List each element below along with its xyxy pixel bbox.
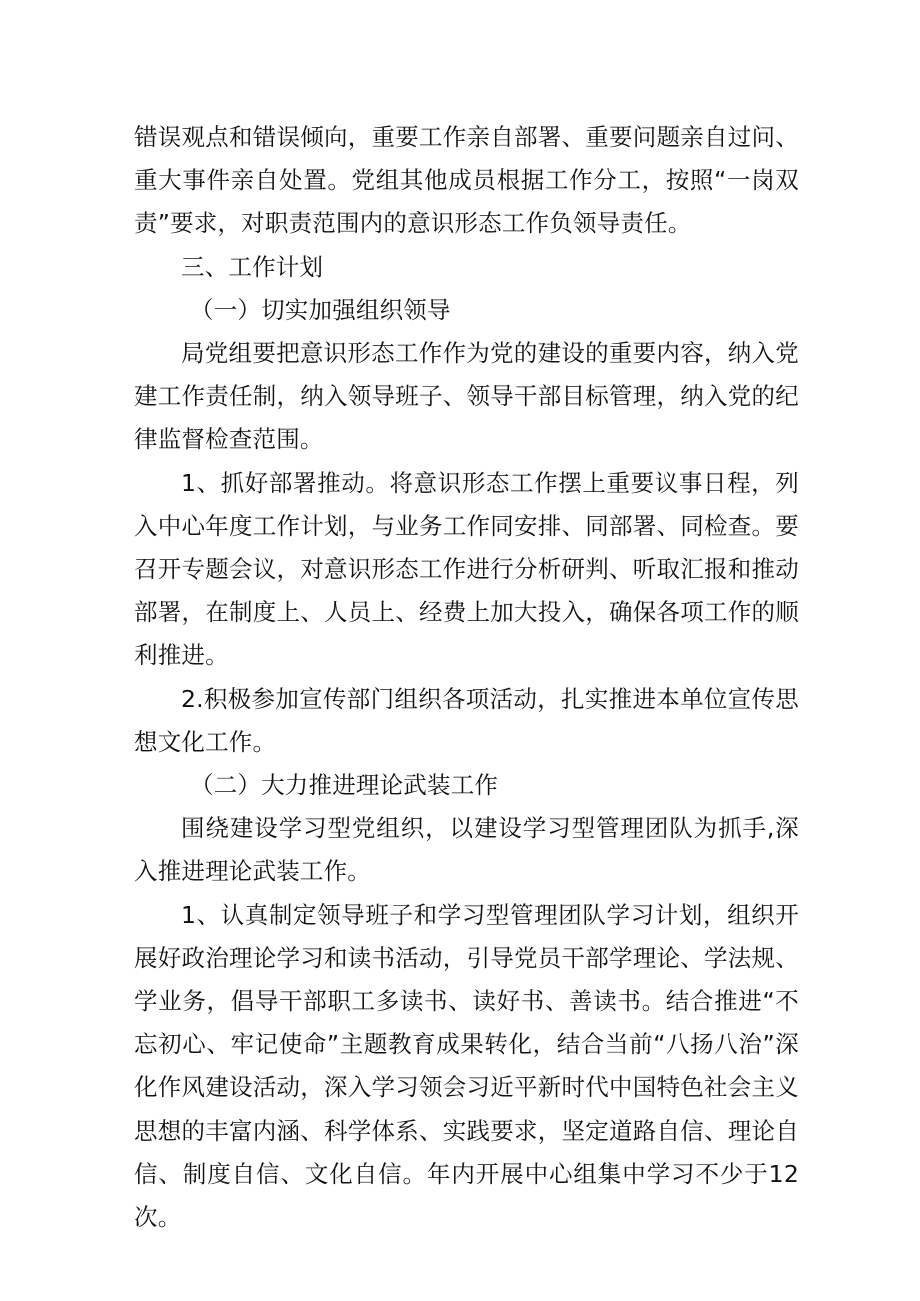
- paragraph-deployment: 1、抓好部署推动。将意识形态工作摆上重要议事日程，列入中心年度工作计划，与业务工作同安排、同部署、同检查。要召开专题会议，对意识形态工作进行分析研判、听取汇报和推动部署，在制度上、人员上、经费上加大投入，确保各项工作的顺利推进。: [134, 468, 799, 670]
- document-body: [134, 116, 799, 1239]
- paragraph-party-group: 局党组要把意识形态工作作为党的建设的重要内容，纳入党建工作责任制，纳入领导班子、领导干部目标管理，纳入党的纪律监督检查范围。: [134, 339, 799, 454]
- section-heading-work-plan: 三、工作计划: [181, 252, 324, 281]
- subheading-organization-leadership: （一）切实加强组织领导: [190, 295, 451, 324]
- paragraph-publicity-activities: 2.积极参加宣传部门组织各项活动，扎实推进本单位宣传思想文化工作。: [134, 684, 799, 756]
- subheading-theory-arming: （二）大力推进理论武装工作: [190, 771, 499, 800]
- paragraph-learning-organization: 围绕建设学习型党组织，以建设学习型管理团队为抓手,深入推进理论武装工作。: [134, 814, 799, 886]
- paragraph-continuation: 错误观点和错误倾向，重要工作亲自部署、重要问题亲自过问、重大事件亲自处置。党组其他成员根据工作分工，按照“一岗双责”要求，对职责范围内的意识形态工作负领导责任。: [134, 123, 799, 238]
- paragraph-study-plan: 1、认真制定领导班子和学习型管理团队学习计划，组织开展好政治理论学习和读书活动，引导党员干部学理论、学法规、学业务，倡导干部职工多读书、读好书、善读书。结合推进“不忘初心、牢记使命”主题教育成果转化，结合当前“八扬八治”深化作风建设活动，深入学习领会习近平新时代中国特色社会主义思想的丰富内涵、科学体系、实践要求，坚定道路自信、理论自信、制度自信、文化自信。年内开展中心组集中学习不少于12次。: [134, 900, 799, 1232]
